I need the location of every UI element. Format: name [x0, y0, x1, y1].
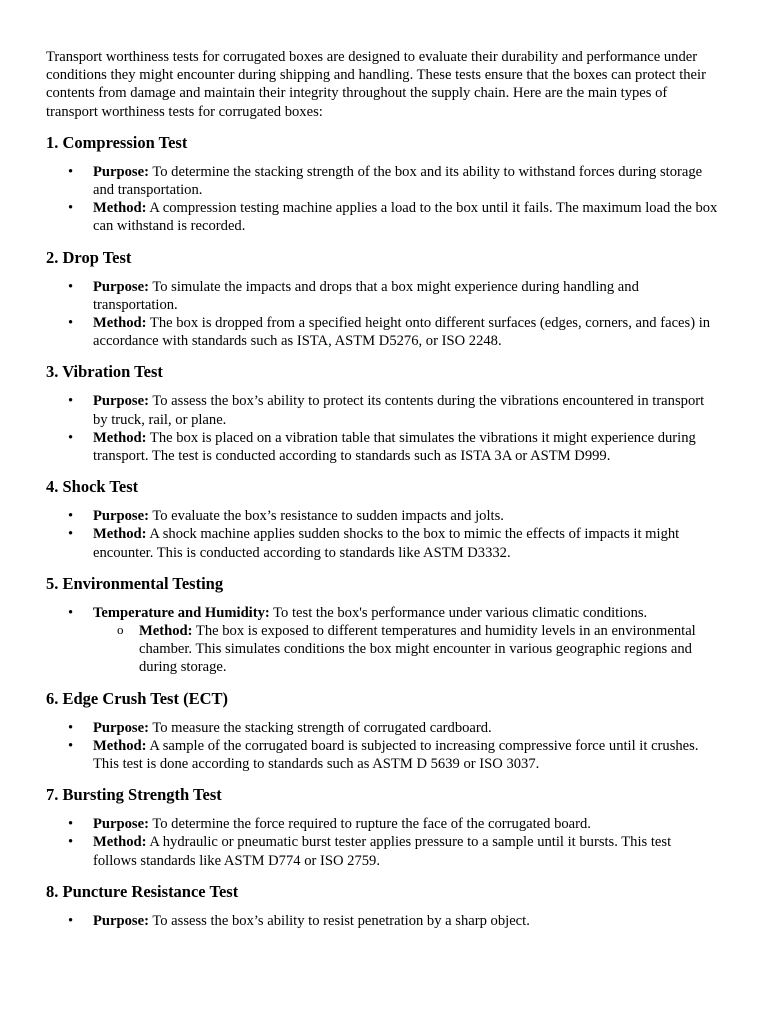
list-item [46, 163, 718, 199]
item-label: Method: [93, 526, 147, 543]
item-text: To determine the stacking strength of the box and its ability to withstand forces during storage and transportation. [93, 163, 703, 199]
bullet-list [46, 719, 718, 774]
item-label: Purpose: [93, 912, 149, 929]
section [46, 574, 718, 677]
intro-paragraph: Transport worthiness tests for corrugated boxes are designed to evaluate their durability and performance under conditions they might encounter during shipping and handling. These tests ensure that the boxes can protect their contents from damage and maintain their integrity throughout the supply chain. Here are the main types of transport worthiness tests for corrugated boxes: [46, 49, 706, 120]
list-item [46, 429, 718, 465]
list-item [46, 737, 718, 773]
section [46, 882, 718, 930]
item-label: Temperature and Humidity: [93, 604, 270, 621]
sub-list-item [93, 622, 718, 677]
item-label: Purpose: [93, 719, 149, 736]
section-heading: 4. Shock Test [46, 477, 139, 497]
item-label: Method: [93, 315, 147, 332]
list-item [46, 833, 718, 869]
section-heading: 1. Compression Test [46, 132, 188, 152]
section-heading: 8. Puncture Resistance Test [46, 881, 239, 901]
item-text: A hydraulic or pneumatic burst tester applies pressure to a sample until it bursts. This test follows standards like ASTM D774 or ISO 2759. [93, 834, 672, 869]
item-label: Purpose: [93, 508, 149, 525]
item-label: Purpose: [93, 393, 149, 410]
item-text: To assess the box’s ability to resist penetration by a sharp object. [148, 912, 530, 929]
item-label: Purpose: [93, 816, 149, 833]
item-label: Method: [93, 834, 147, 851]
list-item [46, 525, 718, 561]
list-item [46, 507, 718, 525]
section-heading: 5. Environmental Testing [46, 573, 224, 593]
section [46, 785, 718, 870]
bullet-list [46, 507, 718, 562]
list-item [46, 278, 718, 314]
item-label: Purpose: [93, 163, 149, 180]
item-text: To determine the force required to rupture the face of the corrugated board. [148, 816, 591, 833]
section [46, 133, 718, 236]
item-text: To assess the box’s ability to protect its contents during the vibrations encountered in transport by truck, rail, or plane. [93, 393, 705, 428]
item-text: To test the box's performance under various climatic conditions. [269, 604, 648, 621]
bullet-list [46, 815, 718, 870]
section-heading: 7. Bursting Strength Test [46, 785, 222, 805]
item-label: Method: [93, 200, 147, 217]
list-item [46, 912, 718, 930]
section-heading: 3. Vibration Test [46, 362, 163, 382]
item-text: A shock machine applies sudden shocks to the box to mimic the effects of impacts it might encounter. This is conducted according to standards like ASTM D3332. [93, 526, 680, 561]
sub-list [93, 622, 718, 677]
list-item [46, 604, 718, 677]
section-heading: 2. Drop Test [46, 247, 132, 267]
bullet-list [46, 604, 718, 677]
list-item [46, 815, 718, 833]
sub-item-text: The box is exposed to different temperatures and humidity levels in an environmental chamber. This simulates conditions the box might encounter in various geographic regions and during storage. [139, 623, 696, 676]
bullet-list [46, 912, 718, 930]
list-item [46, 199, 718, 235]
section [46, 248, 718, 351]
document-page [46, 48, 718, 930]
list-item [46, 719, 718, 737]
item-text: The box is placed on a vibration table that simulates the vibrations it might experience during transport. The test is conducted according to standards such as ISTA 3A or ASTM D999. [93, 429, 696, 465]
section [46, 689, 718, 774]
bullet-list [46, 163, 718, 236]
item-text: To measure the stacking strength of corrugated cardboard. [148, 719, 492, 736]
list-item [46, 392, 718, 428]
sub-item-label: Method: [139, 623, 193, 640]
sections-container [46, 133, 718, 930]
list-item [46, 314, 718, 350]
item-label: Purpose: [93, 278, 149, 295]
item-text: To evaluate the box’s resistance to sudden impacts and jolts. [148, 508, 504, 525]
section [46, 362, 718, 465]
item-text: The box is dropped from a specified height onto different surfaces (edges, corners, and faces) in accordance with standards such as ISTA, ASTM D5276, or ISO 2248. [93, 315, 711, 350]
bullet-list [46, 392, 718, 465]
item-text: A compression testing machine applies a load to the box until it fails. The maximum load the box can withstand is recorded. [93, 200, 718, 235]
section [46, 477, 718, 562]
item-label: Method: [93, 429, 147, 446]
item-text: A sample of the corrugated board is subjected to increasing compressive force until it crushes. This test is done according to standards such as ASTM D 5639 or ISO 3037. [93, 737, 699, 773]
bullet-list [46, 278, 718, 351]
section-heading: 6. Edge Crush Test (ECT) [46, 688, 228, 708]
item-label: Method: [93, 737, 147, 754]
item-text: To simulate the impacts and drops that a box might experience during handling and transportation. [93, 278, 639, 313]
